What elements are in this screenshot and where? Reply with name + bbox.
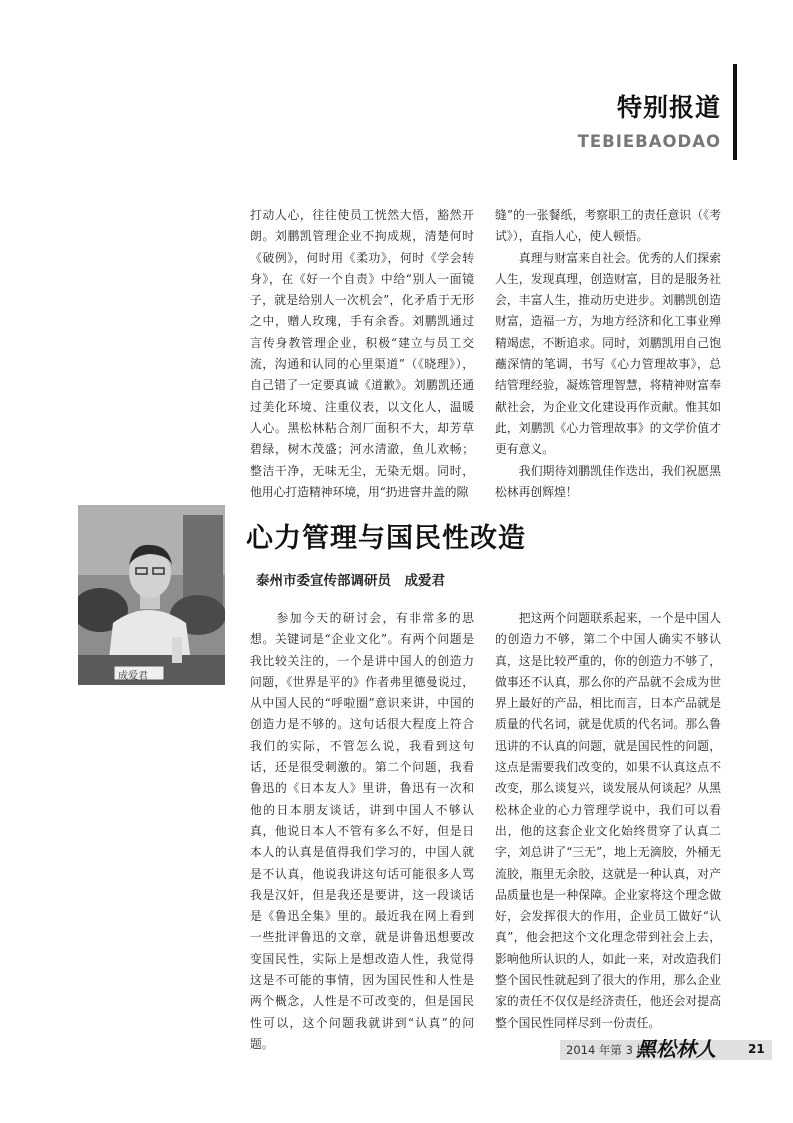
section-title: 特别报道	[616, 93, 721, 122]
section-subtitle: TEBIEBAODAO	[577, 132, 721, 151]
article1-column-right: 缝”的一张餐纸，考察职工的责任意识（《考试》），直指人心，使人顿悟。 真理与财富来自社会。优秀的人们探索人生，发现真理，创造财富，目的是服务社会，丰富人生，推动历史进步。刘鹏凯创造财富，造福一方，为地方经济和化工事业殚精竭虑，不断追求。同时，刘鹏凯用自己饱蘸深情的笔调，书写《心力管理故事》，总结管理经验，凝炼管理智慧，将精神财富奉献社会，为企业文化建设再作贡献。惟其如此，刘鹏凯《心力管理故事》的文学价值才更有意义。 我们期待刘鹏凯佳作迭出，我们祝愿黑松林再创辉煌！	[495, 208, 721, 499]
article-title: 心力管理与国民性改造	[246, 523, 526, 554]
article1-column-left: 打动人心，往往使员工恍然大悟，豁然开朗。刘鹏凯管理企业不拘成规，清楚何时《破例》，何时用《柔功》，何时《学会转身》，在《好一个自责》中给“别人一面镜子，就是给别人一次机会”，化矛盾于无形之中，赠人玫瑰，手有余香。刘鹏凯通过言传身教管理企业，积极“建立与员工交流，沟通和认同的心里渠道”（《晓理》），自己错了一定要真诚《道歉》。刘鹏凯还通过美化环境、注重仪表，以文化人，温暖人心。黑松林粘合剂厂面积不大，却芳草碧绿，树木茂盛；河水清澈，鱼儿欢畅；整洁干净，无味无尘，无染无烟。同时，他用心打造精神环境，用“扔进窨井盖的隙	[250, 208, 474, 499]
magazine-logo: 黑松林人	[636, 1037, 716, 1061]
article-byline: 泰州市委宣传部调研员 成爱君	[256, 573, 445, 589]
photo-nameplate: 成爱君	[118, 671, 148, 682]
page-number: 21	[748, 1042, 765, 1056]
header-divider	[733, 64, 737, 160]
article2-column-left: 参加今天的研讨会，有非常多的思想。关键词是“企业文化”。有两个问题是我比较关注的，一个是讲中国人的创造力问题，《世界是平的》作者弗里德曼说过，从中国人民的“呼啦圈”意识来讲，中国的创造力是不够的。这句话很大程度上符合我们的实际，不管怎么说，我看到这句话，还是很受刺激的。第二个问题，我看鲁迅的《日本友人》里讲，鲁迅有一次和他的日本朋友谈话，讲到中国人不够认真，他说日本人不管有多么不好，但是日本人的认真是值得我们学习的，中国人就是不认真，他说我讲这句话可能很多人骂我是汉奸，但是我还是要讲，这一段谈话是《鲁迅全集》里的。最近我在网上看到一些批评鲁迅的文章，就是讲鲁迅想要改变国民性，实际上是想改造人性，我觉得这是不可能的事情，因为国民性和人性是两个概念，人性是不可改变的，但是国民性可以，这个问题我就讲到“认真”的问题。	[250, 611, 474, 1051]
author-photo	[78, 505, 225, 685]
author-photo-illustration	[78, 505, 225, 685]
article2-column-right: 把这两个问题联系起来，一个是中国人的创造力不够，第二个中国人确实不够认真，这是比较严重的，你的创造力不够了，做事还不认真，那么你的产品就不会成为世界上最好的产品，相比而言，日本产品就是质量的代名词，就是优质的代名词。那么鲁迅讲的不认真的问题，就是国民性的问题，这点是需要我们改变的，如果不认真这点不改变，那么谈复兴，谈发展从何谈起？从黑松林企业的心力管理学说中，我们可以看出，他的这套企业文化始终贯穿了认真二字，刘总讲了“三无”，地上无滴胶，外桶无流胶，瓶里无余胶，这就是一种认真，对产品质量也是一种保障。企业家将这个理念做好，会发挥很大的作用，企业员工做好“认真”，他会把这个文化理念带到社会上去，影响他所认识的人，如此一来，对改造我们整个国民性就起到了很大的作用，那么企业家的责任不仅仅是经济责任，他还会对提高整个国民性同样尽到一份责任。	[495, 611, 721, 1030]
issue-label: 2014 年第 3 期	[566, 1043, 649, 1057]
